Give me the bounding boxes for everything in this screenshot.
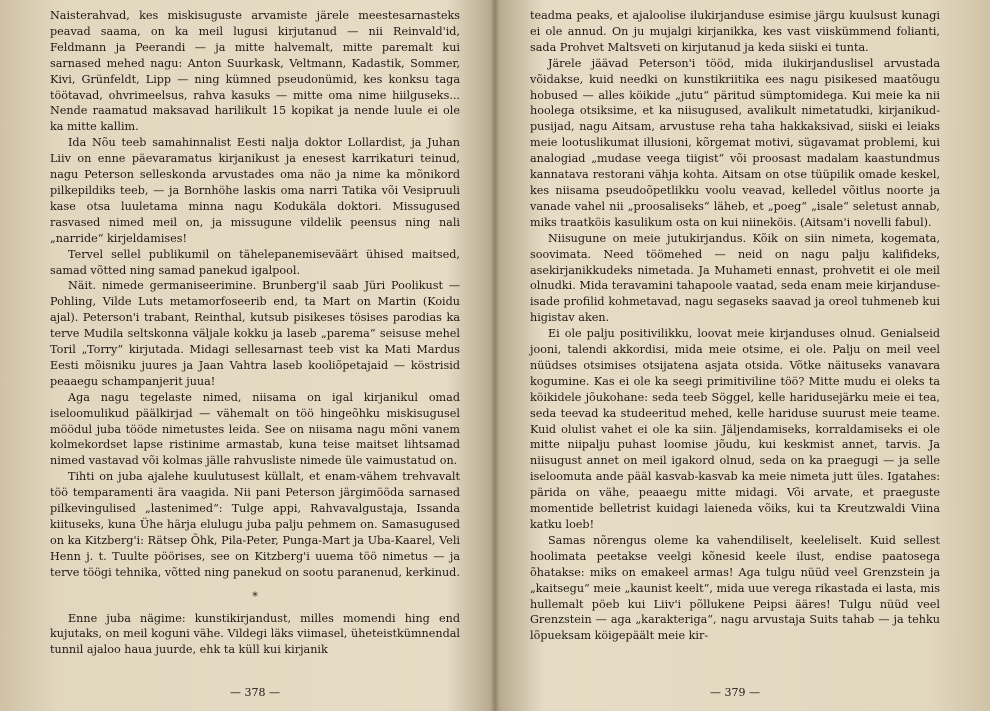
paragraph: Näit. nimede germaniseerimine. Brunberg'il saab Jüri Poolikust — Pohling, Vilde Luts metamorfoseerib end, ta Mart on Martin (Koidu ajal). Peterson'i trabant, Reinthal, kutsub pisikeses tösises parodias ka terve Mudila seltskonna väljale kokku ja laseb „parema“ seisuse mehel Toril „Torry“ kirjutada. Midagi sellesarnast teeb vist ka Mati Mardus Eesti mõisniku juures ja Jaan Vahtra laseb kooliõpetajaid — köstrisid peaaegu schampanjerit juua! [50,279,460,388]
paragraph: Naisterahvad, kes miskisuguste arvamiste järele meestesarnasteks peavad saama, on ka meil lugusi kirjutanud — nii Reinvald'id, Feldmann ja Peerandi — ja mitte halvemalt, mitte paremalt kui sarnased mehed nagu: Anton Suurkask, Veltmann, Kadastik, Sommer, Kivi, Grünfeldt, Lipp — ning kümned pseudonümid, kes konksu taga töötavad, ohvrimeelsus, rahva kasuks — mitte oma nime hiilguseks... Nende raamatud maksavad harilikult 15 kopikat ja nende luule ei ole ka mitte kallim. [50,9,460,134]
right-page-text [530,8,940,644]
page-number: — 378 — [230,686,280,699]
paragraph: Tihti on juba ajalehe kuulutusest küllalt, et enam-vähem trehvavalt töö temparamenti ära vaagida. Nii pani Peterson järgimööda sarnased pilkevingulised „lastenimed“: Tulge appi, Rahvavalgustaja, Issanda kiituseks, kuna Ühe härja elulugu juba palju pehmem on. Samasugused on ka Kitzberg'i: Rätsep Õhk, Pila-Peter, Punga-Mart ja Uba-Kaarel, Veli Henn j. t. Tuulte pöörises, see on Kitzberg'i uuema töö nimetus — ja terve töögi tehnika, võtted ning panekud on sootu paranenud, kerkinud. [50,470,460,579]
paragraph: Enne juba nägime: kunstikirjandust, milles momendi hing end kujutaks, on meil koguni vähe. Vildegi läks viimasel, üheteistkümnendal tunnil ajaloo haua juurde, ehk ta küll kui kirjanik [50,611,460,657]
paragraph: Tervel sellel publikumil on tähelepanemiseväärt ühised maitsed, samad võtted ning samad panekud igalpool. [50,247,460,277]
paragraph: Niisugune on meie jutukirjandus. Kõik on siin nimeta, kogemata, soovimata. Need töömehed — neid on nagu palju kalifideks, asekirjanikkudeks nimetada. Ja Muhameti ennast, prohvetit ei ole meil olnudki. Mida teravamini tahapoole vaatad, seda enam meie kirjanduse-isade profilid kohmetavad, nagu segaseks saavad ja oreol tuhmeneb kui higistav aken. [530,231,940,325]
section-separator: * [252,589,258,603]
paragraph: teadma peaks, et ajaloolise ilukirjanduse esimise järgu kuulsust kunagi ei ole annud. On ju mujalgi kirjanikka, kes vast viiskümmend folianti, sada Prohvet Maltsveti on kirjutanud ja keda siiski ei tunta. [530,9,940,54]
page-number: — 379 — [710,686,760,699]
paragraph: Järele jäävad Peterson'i tööd, mida ilukirjanduslisel arvustada võidakse, kuid needki on kunstikriitika ees nagu pisikesed maatõugu hobused — alles köikide „jutu“ päritud sümptomidega. Kui meie ka nii hoolega otsiksime, et ka niisugused, avalikult nimetatudki, kirjanikud-pusijad, nagu Aitsam, arvustuse reha taha hakkaksivad, siiski ei leiaks meie lootuslikumat illusioni, kõrgemat motivi, sügavamat problemi, kui analogiad „mudase veega tiigist“ või proosast madalam kaastundmus kannatava restorani vähja kohta. Aitsam on otse tüüpilik omade keskel, kes niisama pseudoõpetlikku voolu veavad, kelledel võitlus noorte ja vanade vahel nii „proosaliseks“ läheb, et „poeg“ „isale“ seletust annab, miks traatköis kasulikum osta on kui niineköis. (Aitsam'i novelli fabul). [530,56,940,229]
paragraph: Samas nõrengus oleme ka vahendiliselt, keeleliselt. Kuid sellest hoolimata peetakse veelgi kõnesid keele ilust, endise paatosega õhatakse: miks on emakeel armas! Aga tulgu nüüd veel Grenzstein ja „kaitsegu“ meie „kaunist keelt“, mida uue verega rikastada ei lasta, mis hullemalt pöeb kui Liiv'i põllukene Peipsi ääres! Tulgu nüüd veel Grenzstein — aga „karakteriga“, nagu arvustaja Suits tahab — ja tehku lõpueksam köigepäält meie kir- [530,533,940,643]
paragraph: Aga nagu tegelaste nimed, niisama on igal kirjanikul omad iseloomulikud päälkirjad — vähemalt on töö hingeõhku miskisugusel möödul juba tööde nimetustes leida. See on niisama nagu mõni vanem kolmekordset lapse ristinime armastab, kuna teise maitset lihtsamad nimed vastavad või kolmas jälle rahvusliste nimede üle vaimustatud on. [50,390,460,468]
right-page [530,8,940,703]
left-page-text [50,8,460,658]
paragraph: Ei ole palju positivilikku, loovat meie kirjanduses olnud. Genialseid jooni, talendi akkordisi, mida meie otsime, ei ole. Palju on meil veel nüüdses otsimises otsijatena asjata otsida. Võtke näituseks vanavara kogumine. Kas ei ole ka seegi primitiviline töö? Mitte mudu ei oleks ta köikidele jõukohane: seda teeb Söggel, kelle haridusejärku meie ei tea, seda teevad ka studeeritud mehed, kelle hariduse suurust meie teame. Kuid olulist vahet ei ole ka siin. Jäljendamiseks, korraldamiseks ei ole mitte niipalju puhast loomise jõudu, kui keskmist annet, tarvis. Ja niisugust annet on meil igakord olnud, seda on ka praegugi — ja selle iseloomuta ande pääl kasvab-kasvab ka meie nimeta jutt üles. Igatahes: pärida on vähe, peaaegu mitte midagi. Või arvate, et praeguste momentide belletrist kuidagi laieneda võiks, kui ta Kreutzwaldi Viina katku loeb! [530,327,940,531]
left-page [50,8,460,703]
paragraph: Ida Nõu teeb samahinnalist Eesti nalja doktor Lollardist, ja Juhan Liiv on enne päevaramatus kirjanikust ja enesest karrikaturi teinud, nagu Peterson selleskonda arvustades oma näo ja nime ka mõnikord pilkepildiks teeb, — ja Bornhöhe laskis oma narri Tatika või Vesipruuli kase otsa luuletama minna nagu Kodukäla doktori. Missugused rasvased nimed meil on, ja missugune vildelik peensus ning nali „narride“ kirjeldamises! [50,136,460,245]
